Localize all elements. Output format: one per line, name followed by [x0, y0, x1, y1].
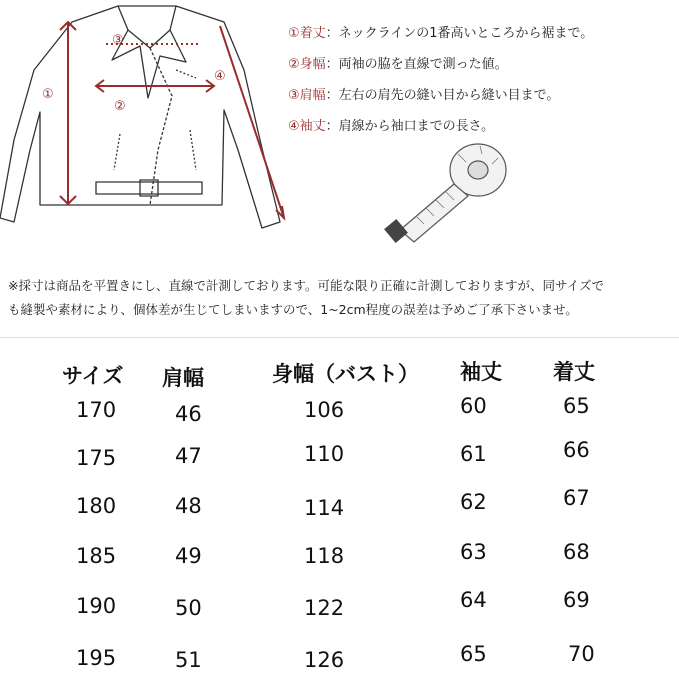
cell-shoulder: 48	[175, 494, 202, 518]
header-length: 着丈	[553, 360, 595, 384]
size-table	[0, 340, 679, 681]
legend-term: ③肩幅	[288, 88, 326, 103]
header-size: サイズ	[62, 364, 124, 388]
legend-desc: ：ネックラインの1番高いところから裾まで。	[325, 26, 594, 41]
cell-size: 175	[76, 446, 117, 470]
legend-item-bust	[288, 49, 679, 80]
marker-4: ④	[214, 69, 226, 84]
cell-bust: 110	[304, 442, 345, 466]
cell-length: 65	[563, 394, 590, 418]
cell-sleeve: 62	[460, 490, 487, 514]
divider	[0, 337, 679, 338]
cell-length: 69	[563, 588, 590, 612]
cell-bust: 106	[304, 398, 345, 422]
measurement-legend	[288, 18, 679, 142]
cell-bust: 126	[304, 648, 345, 672]
cell-shoulder: 50	[175, 596, 202, 620]
sleeve-line	[220, 26, 284, 218]
legend-term: ②身幅	[288, 57, 326, 72]
legend-desc: ：両袖の脇を直線で測った値。	[325, 57, 508, 72]
header-shoulder: 肩幅	[162, 366, 204, 390]
cell-shoulder: 51	[175, 648, 202, 672]
cell-length: 68	[563, 540, 590, 564]
legend-item-length	[288, 18, 679, 49]
marker-3: ③	[112, 33, 124, 48]
cell-length: 70	[568, 642, 595, 666]
cell-sleeve: 61	[460, 442, 487, 466]
cell-bust: 114	[304, 496, 345, 520]
cell-shoulder: 46	[175, 402, 202, 426]
note-line-1: ※採寸は商品を平置きにし、直線で計測しております。可能な限り正確に計測しておりますが、同サイズで	[8, 278, 604, 293]
cell-sleeve: 64	[460, 588, 487, 612]
measuring-tape-icon	[380, 140, 510, 250]
cell-size: 190	[76, 594, 117, 618]
legend-term: ①着丈	[288, 26, 326, 41]
cell-size: 185	[76, 544, 117, 568]
cell-size: 195	[76, 646, 117, 670]
legend-item-sleeve	[288, 111, 679, 142]
legend-desc: ：肩線から袖口までの長さ。	[325, 119, 495, 134]
cell-length: 66	[563, 438, 590, 462]
legend-item-shoulder	[288, 80, 679, 111]
cell-length: 67	[563, 486, 590, 510]
cell-size: 170	[76, 398, 117, 422]
marker-2: ②	[114, 99, 126, 114]
cell-sleeve: 65	[460, 642, 487, 666]
measurement-note	[8, 274, 672, 322]
header-bust: 身幅（バスト）	[272, 362, 419, 386]
cell-sleeve: 60	[460, 394, 487, 418]
legend-desc: ：左右の肩先の縫い目から縫い目まで。	[325, 88, 560, 103]
cell-shoulder: 47	[175, 444, 202, 468]
legend-term: ④袖丈	[288, 119, 326, 134]
jacket-diagram	[0, 0, 300, 250]
cell-shoulder: 49	[175, 544, 202, 568]
cell-size: 180	[76, 494, 117, 518]
header-sleeve: 袖丈	[460, 360, 502, 384]
cell-bust: 118	[304, 544, 345, 568]
note-line-2: も縫製や素材により、個体差が生じてしまいますので、1~2cm程度の誤差は予めご了承下さいませ。	[8, 302, 578, 317]
marker-1: ①	[42, 87, 54, 102]
cell-sleeve: 63	[460, 540, 487, 564]
cell-bust: 122	[304, 596, 345, 620]
